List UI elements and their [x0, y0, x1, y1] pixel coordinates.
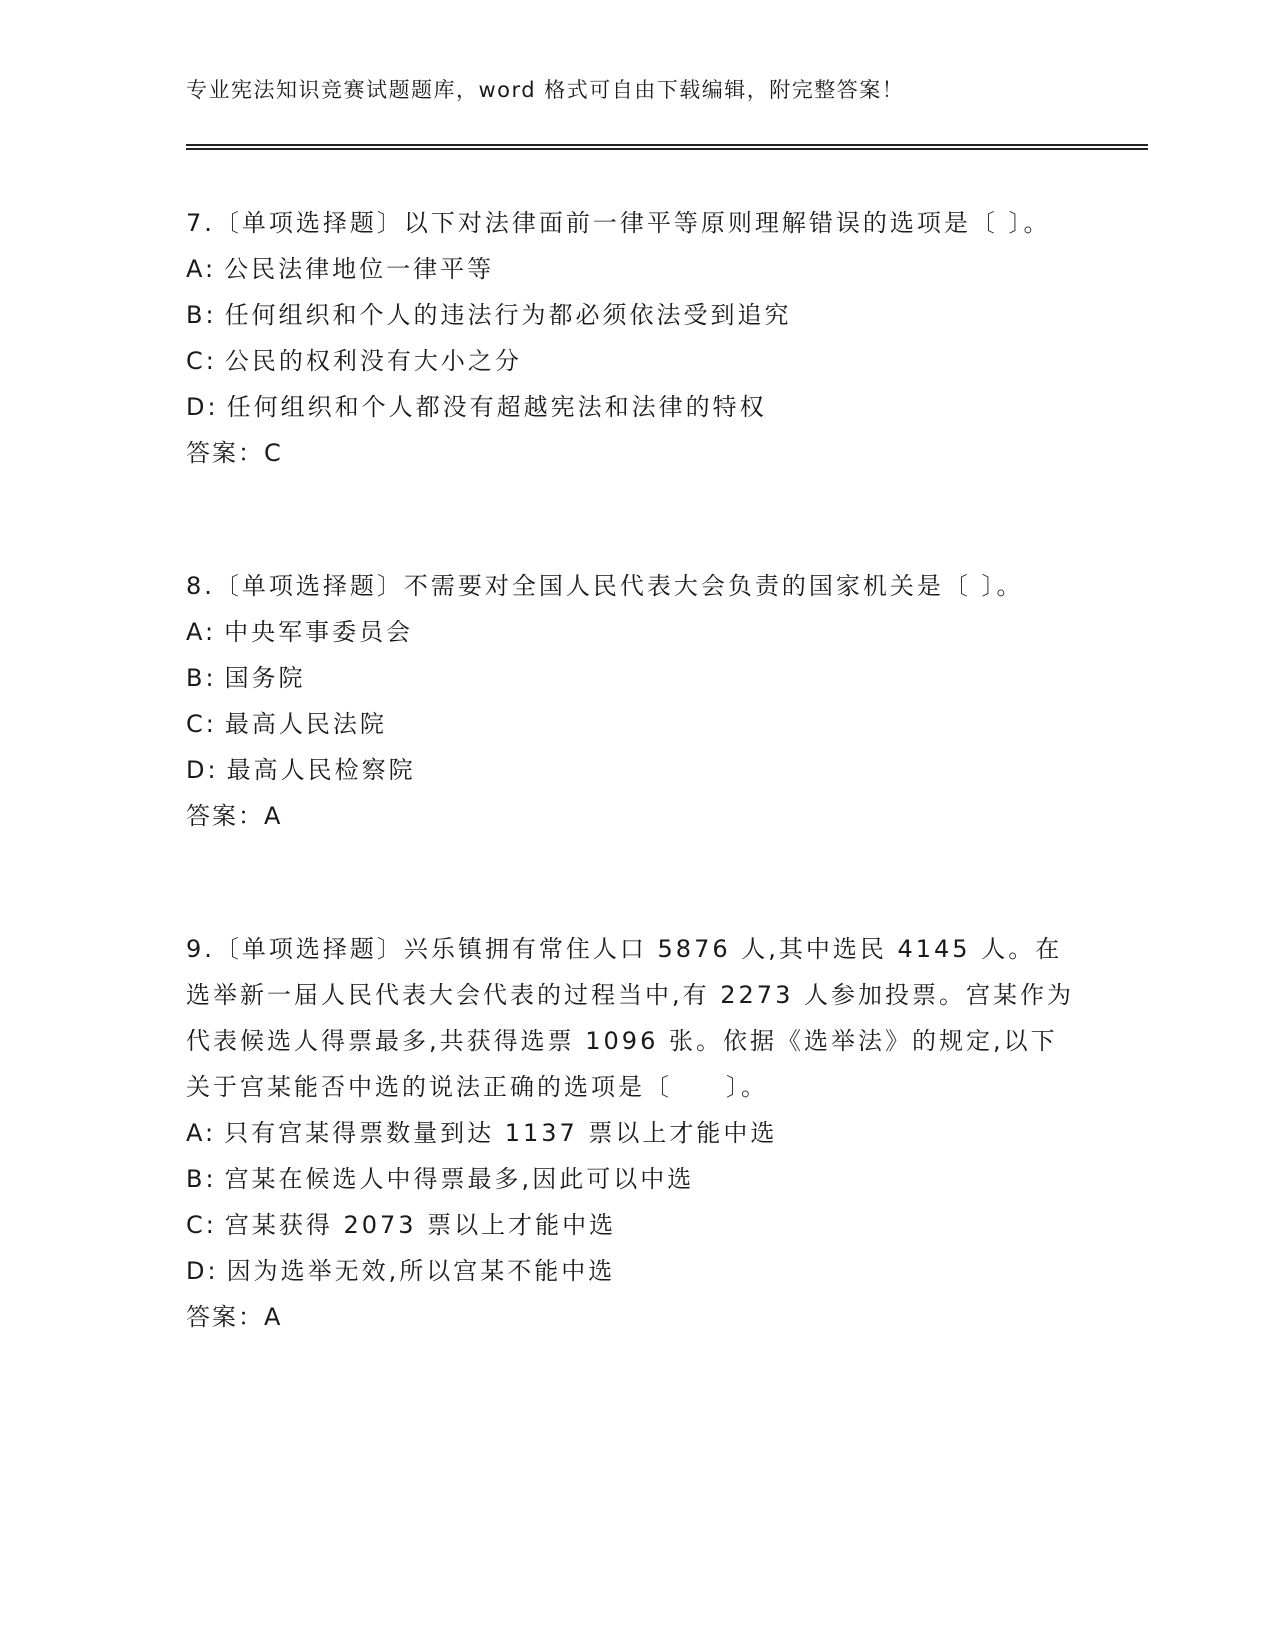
option-d	[186, 384, 1076, 430]
option-text: 任何组织和个人的违法行为都必须依法受到追究	[224, 301, 792, 329]
option-label: B:	[186, 301, 217, 329]
option-c	[186, 701, 1076, 747]
option-label: D:	[186, 393, 219, 421]
option-text: 任何组织和个人都没有超越宪法和法律的特权	[226, 393, 767, 421]
answer-line: 答案：A	[186, 1303, 283, 1331]
question-8	[186, 563, 1076, 839]
option-a	[186, 1110, 1076, 1156]
question-stem: 9.〔单项选择题〕兴乐镇拥有常住人口 5876 人,其中选民 4145 人。在选举新一届人民代表大会代表的过程当中,有 2273 人参加投票。宫某作为代表候选人得票最多,共获得选票 1096 张。依据《选举法》的规定,以下关于宫某能否中选的说法正确的选项是〔 〕。	[186, 935, 1074, 1101]
page-header-title: 专业宪法知识竞赛试题题库，word 格式可自由下载编辑，附完整答案！	[186, 78, 905, 102]
option-label: A:	[186, 255, 217, 283]
option-text: 中央军事委员会	[224, 618, 414, 646]
option-label: B:	[186, 664, 217, 692]
option-label: B:	[186, 1165, 217, 1193]
option-text: 公民法律地位一律平等	[224, 255, 495, 283]
option-label: C:	[186, 1211, 217, 1239]
option-text: 最高人民检察院	[226, 756, 416, 784]
option-d	[186, 747, 1076, 793]
option-a	[186, 609, 1076, 655]
option-c	[186, 338, 1076, 384]
answer-line: 答案：C	[186, 439, 283, 467]
option-text: 宫某获得 2073 票以上才能中选	[224, 1211, 617, 1239]
option-b	[186, 292, 1076, 338]
question-stem: 8.〔单项选择题〕不需要对全国人民代表大会负责的国家机关是〔 〕。	[186, 572, 1024, 600]
option-a	[186, 246, 1076, 292]
option-label: C:	[186, 710, 217, 738]
option-d	[186, 1248, 1076, 1294]
question-9	[186, 926, 1076, 1340]
option-text: 公民的权利没有大小之分	[224, 347, 522, 375]
option-label: D:	[186, 756, 219, 784]
option-text: 最高人民法院	[224, 710, 387, 738]
question-stem: 7.〔单项选择题〕以下对法律面前一律平等原则理解错误的选项是〔 〕。	[186, 209, 1051, 237]
option-label: D:	[186, 1257, 219, 1285]
question-7	[186, 200, 1076, 476]
option-text: 宫某在候选人中得票最多,因此可以中选	[224, 1165, 695, 1193]
option-text: 只有宫某得票数量到达 1137 票以上才能中选	[224, 1119, 778, 1147]
option-b	[186, 655, 1076, 701]
option-label: C:	[186, 347, 217, 375]
option-text: 因为选举无效,所以宫某不能中选	[226, 1257, 616, 1285]
header-divider	[186, 144, 1148, 150]
answer-line: 答案：A	[186, 802, 283, 830]
option-b	[186, 1156, 1076, 1202]
option-label: A:	[186, 1119, 217, 1147]
option-label: A:	[186, 618, 217, 646]
option-text: 国务院	[224, 664, 306, 692]
option-c	[186, 1202, 1076, 1248]
